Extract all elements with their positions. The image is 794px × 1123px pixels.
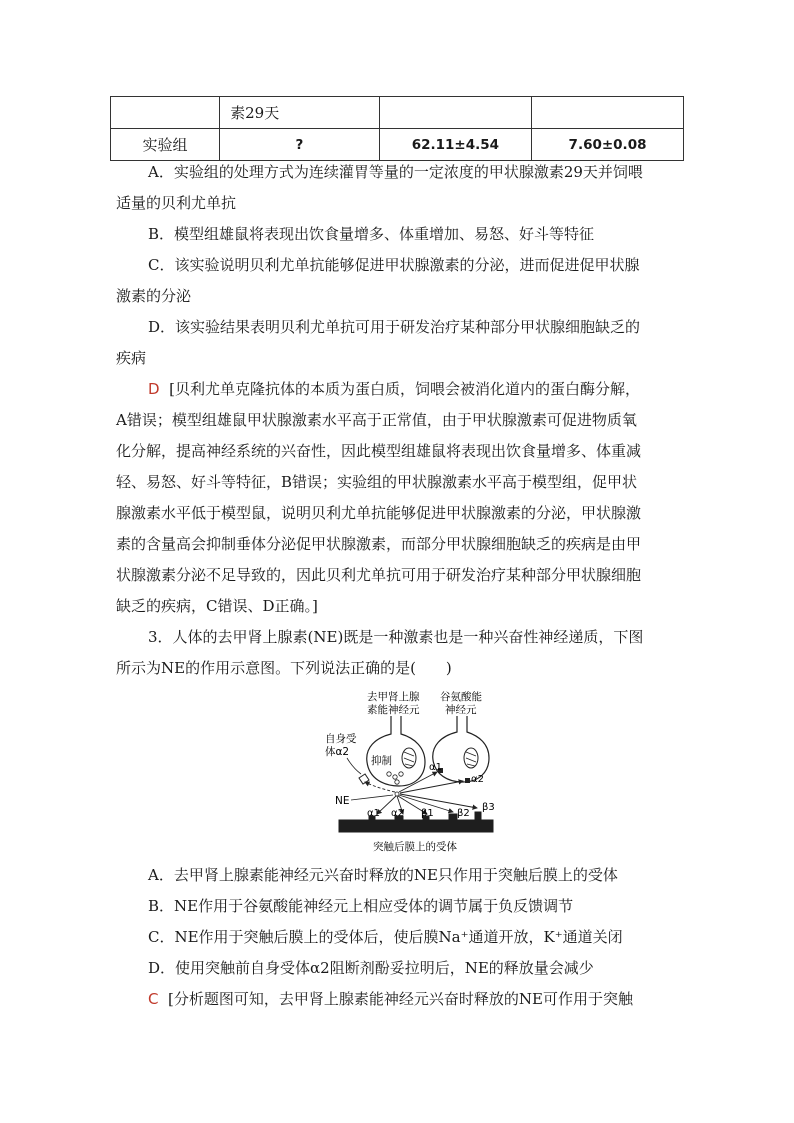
label-receptor-a2: α2: [391, 808, 404, 819]
table-cell: [379, 97, 531, 129]
table-cell: [532, 97, 684, 129]
explanation-line1: [148, 989, 686, 1009]
table-cell: 7.60±0.08: [532, 129, 684, 161]
explanation-text: [贝利尤单克隆抗体的本质为蛋白质，饲喂会被消化道内的蛋白酶分解，: [169, 380, 640, 398]
explanation-line8: 缺乏的疾病，C错误、D正确。]: [116, 597, 318, 615]
explanation-line4: 轻、易怒、好斗等特征，B错误；实验组的甲状腺激素水平高于模型组，促甲状: [116, 473, 638, 491]
option-b: B．NE作用于谷氨酸能神经元上相应受体的调节属于负反馈调节: [148, 897, 574, 915]
label-ne-neuron: 素能神经元: [367, 704, 420, 716]
option-d-line1: D．该实验结果表明贝利尤单抗可用于研发治疗某种部分甲状腺细胞缺乏的: [148, 318, 641, 336]
table-row: [111, 129, 684, 161]
table-cell: 素29天: [220, 97, 380, 129]
label-receptor-b3: β3: [482, 802, 495, 813]
label-autoreceptor: 体α2: [325, 746, 350, 758]
option-d: D．使用突触前自身受体α2阻断剂酚妥拉明后，NE的释放量会减少: [148, 959, 594, 977]
label-glu-neuron: 神经元: [445, 704, 477, 716]
explanation-line1: [148, 379, 686, 399]
explanation-line3: 化分解，提高神经系统的兴奋性，因此模型组雄鼠将表现出饮食量增多、体重减: [116, 442, 642, 460]
question-stem-line1: 3．人体的去甲肾上腺素(NE)既是一种激素也是一种兴奋性神经递质，下图: [148, 628, 644, 646]
explanation-line2: A错误；模型组雄鼠甲状腺激素水平高于正常值，由于甲状腺激素可促进物质氧: [116, 411, 637, 429]
autoreceptor-a2: [359, 774, 369, 784]
ne-label-line: [351, 795, 393, 800]
option-c: C．NE作用于突触后膜上的受体后，使后膜Na⁺通道开放，K⁺通道关闭: [148, 928, 623, 946]
label-ne-neuron: 去甲肾上腺: [367, 691, 420, 703]
label-autoreceptor: 自身受: [325, 733, 357, 745]
explanation-line5: 腺激素水平低于模型鼠，说明贝利尤单抗能够促进甲状腺激素的分泌，甲状腺激: [116, 504, 642, 522]
data-table: [110, 96, 684, 161]
option-b: B．模型组雄鼠将表现出饮食量增多、体重增加、易怒、好斗等特征: [148, 225, 595, 243]
answer-letter: D: [148, 380, 160, 398]
option-a-line2: 适量的贝利尤单抗: [116, 194, 237, 212]
label-glu-neuron: 谷氨酸能: [440, 691, 482, 703]
autoreceptor-pointer: [347, 758, 361, 774]
explanation-text: [分析题图可知，去甲肾上腺素能神经元兴奋时释放的NE可作用于突触: [168, 990, 633, 1008]
option-a: A．去甲肾上腺素能神经元兴奋时释放的NE只作用于突触后膜上的受体: [148, 866, 618, 884]
label-receptor-b1: β1: [421, 808, 434, 819]
option-c-line1: C．该实验说明贝利尤单抗能够促进甲状腺激素的分泌，进而促进促甲状腺: [148, 256, 640, 274]
ne-synapse-diagram: [325, 686, 505, 856]
label-ne: NE: [335, 795, 350, 807]
question-stem-line2: 所示为NE的作用示意图。下列说法正确的是( ): [116, 659, 452, 677]
table-cell: ?: [220, 129, 380, 161]
ne-release-point: [395, 792, 399, 796]
label-a1-glu: α1: [429, 762, 442, 773]
postsynaptic-membrane: [339, 812, 493, 832]
option-d-line2: 疾病: [116, 349, 147, 367]
explanation-line6: 素的含量高会抑制垂体分泌促甲状腺激素，而部分甲状腺细胞缺乏的疾病是由甲: [116, 535, 642, 553]
ne-neuron-shape: [367, 716, 425, 786]
label-inhibit: 抑制: [371, 755, 392, 767]
table-cell: 实验组: [111, 129, 220, 161]
figure-caption: 突触后膜上的受体: [373, 841, 457, 853]
label-receptor-b2: β2: [457, 808, 470, 819]
explanation-line7: 状腺激素分泌不足导致的，因此贝利尤单抗可用于研发治疗某种部分甲状腺细胞: [116, 566, 642, 584]
table-cell: [111, 97, 220, 129]
option-a-line1: A．实验组的处理方式为连续灌胃等量的一定浓度的甲状腺激素29天并饲喂: [148, 163, 643, 181]
ne-arrow-r-b3: [400, 794, 477, 808]
table-cell: 62.11±4.54: [379, 129, 531, 161]
table-row: [111, 97, 684, 129]
label-a2-glu: α2: [471, 774, 484, 785]
answer-letter: C: [148, 990, 159, 1008]
option-c-line2: 激素的分泌: [116, 287, 192, 305]
receptor-a2-glu: [465, 778, 470, 783]
label-receptor-a1: α1: [367, 808, 380, 819]
